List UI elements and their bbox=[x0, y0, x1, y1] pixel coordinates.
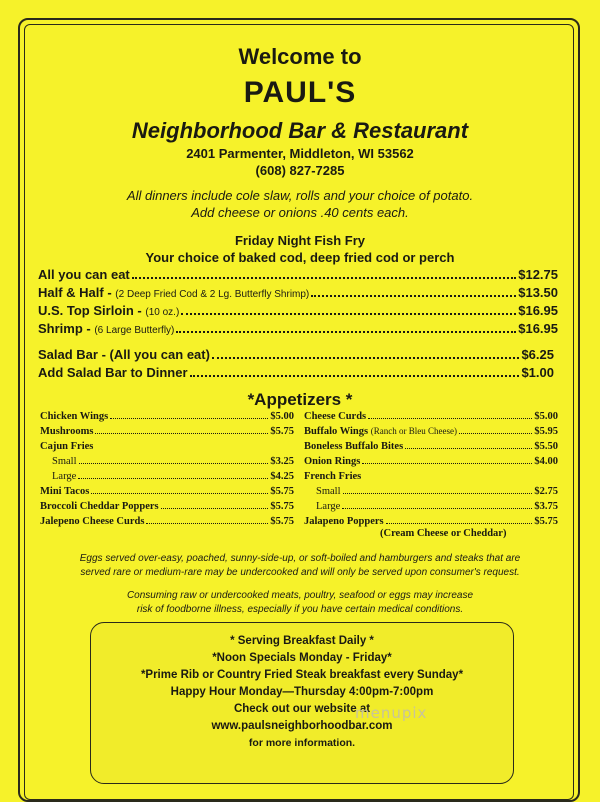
item-name: Cheese Curds bbox=[304, 411, 367, 422]
disclaimer-raw-line-2: risk of foodborne illness, especially if you have certain medical conditions. bbox=[136, 604, 464, 615]
leader-dots bbox=[91, 493, 268, 494]
welcome-heading: Welcome to bbox=[238, 44, 362, 69]
item-label bbox=[40, 486, 89, 497]
leader-dots bbox=[79, 463, 269, 464]
item-price: $3.25 bbox=[270, 456, 294, 467]
dinner-row bbox=[38, 321, 558, 336]
item-name: Half & Half - bbox=[38, 285, 116, 300]
item-name: Add Salad Bar to Dinner bbox=[38, 365, 188, 380]
item-name: French Fries bbox=[304, 471, 362, 482]
specials-happy-hour: Happy Hour Monday—Thursday 4:00pm-7:00pm bbox=[170, 686, 434, 698]
item-price: $5.75 bbox=[270, 501, 294, 512]
restaurant-tagline: Neighborhood Bar & Restaurant bbox=[131, 118, 469, 143]
item-label bbox=[40, 501, 159, 512]
item-label bbox=[304, 516, 384, 527]
specials-box bbox=[90, 622, 514, 784]
item-name: Mushrooms bbox=[40, 426, 94, 437]
item-label bbox=[38, 285, 309, 300]
leader-dots bbox=[342, 508, 532, 509]
item-label bbox=[40, 516, 144, 527]
specials-noon: *Noon Specials Monday - Friday* bbox=[212, 652, 392, 664]
leader-dots bbox=[459, 433, 532, 434]
leader-dots bbox=[132, 277, 516, 279]
appetizer-row bbox=[40, 486, 294, 497]
item-label bbox=[38, 303, 179, 318]
item-name: Boneless Buffalo Bites bbox=[304, 441, 404, 452]
item-price: $5.75 bbox=[270, 486, 294, 497]
item-price: $4.25 bbox=[270, 471, 294, 482]
dinner-row bbox=[38, 267, 558, 282]
appetizer-row bbox=[304, 426, 558, 437]
item-name: Chicken Wings bbox=[40, 411, 109, 422]
leader-dots bbox=[161, 508, 269, 509]
item-name: Cajun Fries bbox=[40, 441, 94, 452]
item-label bbox=[304, 471, 361, 482]
item-label bbox=[304, 456, 360, 467]
item-label bbox=[304, 486, 341, 497]
intro-line-2: Add cheese or onions .40 cents each. bbox=[191, 205, 409, 220]
salad-row bbox=[38, 365, 554, 380]
leader-dots bbox=[405, 448, 532, 449]
item-name: Large bbox=[316, 501, 341, 512]
item-price: $5.75 bbox=[270, 426, 294, 437]
item-label bbox=[38, 365, 188, 380]
item-name: Small bbox=[52, 456, 77, 467]
item-name: Salad Bar - (All you can eat) bbox=[38, 347, 210, 362]
dinner-row bbox=[38, 285, 558, 300]
specials-more-info: for more information. bbox=[248, 737, 356, 749]
specials-breakfast: * Serving Breakfast Daily * bbox=[230, 635, 374, 647]
specials-sunday: *Prime Rib or Country Fried Steak breakfast every Sunday* bbox=[140, 669, 464, 681]
item-name: All you can eat bbox=[38, 267, 130, 282]
item-note: (6 Large Butterfly) bbox=[94, 325, 175, 336]
item-note: (2 Deep Fried Cod & 2 Lg. Butterfly Shrimp) bbox=[115, 289, 310, 300]
item-price: $3.75 bbox=[534, 501, 558, 512]
fish-fry-subtitle: Your choice of baked cod, deep fried cod or perch bbox=[145, 250, 455, 265]
leader-dots bbox=[368, 418, 532, 419]
item-label bbox=[38, 321, 174, 336]
appetizer-row bbox=[40, 501, 294, 512]
appetizer-row bbox=[40, 426, 294, 437]
leader-dots bbox=[78, 478, 268, 479]
item-price: $1.00 bbox=[521, 365, 554, 380]
appetizers-title: *Appetizers * bbox=[247, 390, 353, 409]
item-label bbox=[304, 501, 340, 512]
appetizer-row bbox=[304, 486, 558, 497]
leader-dots bbox=[362, 463, 532, 464]
item-price: $5.00 bbox=[270, 411, 294, 422]
appetizer-row bbox=[304, 456, 558, 467]
item-label bbox=[40, 456, 77, 467]
dinner-row bbox=[38, 303, 558, 318]
disclaimer-eggs-line-1: Eggs served over-easy, poached, sunny-side-up, or soft-boiled and hamburgers and steaks that are bbox=[79, 553, 521, 564]
item-name: Broccoli Cheddar Poppers bbox=[40, 501, 159, 512]
item-label bbox=[38, 347, 210, 362]
item-name: Buffalo Wings bbox=[304, 426, 371, 437]
item-label bbox=[40, 411, 108, 422]
leader-dots bbox=[110, 418, 268, 419]
item-price: $4.00 bbox=[534, 456, 558, 467]
disclaimer-eggs-line-2: served rare or medium-rare may be undercooked and will only be served upon consumer's request. bbox=[80, 567, 520, 578]
restaurant-name: PAUL'S bbox=[243, 76, 357, 109]
appetizer-row bbox=[304, 471, 558, 482]
leader-dots bbox=[343, 493, 533, 494]
appetizer-row bbox=[304, 411, 558, 422]
item-price: $12.75 bbox=[518, 267, 558, 282]
phone: (608) 827-7285 bbox=[255, 163, 345, 178]
item-name: Mini Tacos bbox=[40, 486, 90, 497]
leader-dots bbox=[146, 523, 268, 524]
fish-fry-title: Friday Night Fish Fry bbox=[234, 233, 365, 248]
specials-website-intro: Check out our website at bbox=[233, 703, 371, 715]
item-price: $6.25 bbox=[521, 347, 554, 362]
appetizer-row bbox=[40, 471, 294, 482]
leader-dots bbox=[181, 313, 516, 315]
leader-dots bbox=[190, 375, 520, 377]
appetizer-row bbox=[40, 441, 294, 452]
leader-dots bbox=[176, 331, 516, 333]
item-name: Shrimp - bbox=[38, 321, 95, 336]
leader-dots bbox=[311, 295, 516, 297]
item-note: (10 oz.) bbox=[145, 307, 180, 318]
watermark: menupix bbox=[355, 704, 428, 722]
address: 2401 Parmenter, Middleton, WI 53562 bbox=[186, 146, 414, 161]
item-name: Jalapeno Poppers bbox=[304, 516, 384, 527]
specials-website-url[interactable]: www.paulsneighborhoodbar.com bbox=[211, 720, 393, 732]
item-name: Jalepeno Cheese Curds bbox=[40, 516, 145, 527]
item-name: Small bbox=[316, 486, 341, 497]
appetizer-row bbox=[304, 501, 558, 512]
item-label bbox=[304, 441, 403, 452]
item-price: $5.75 bbox=[270, 516, 294, 527]
salad-row bbox=[38, 347, 554, 362]
item-label bbox=[38, 267, 130, 282]
item-label bbox=[304, 411, 366, 422]
disclaimer-raw-line-1: Consuming raw or undercooked meats, poultry, seafood or eggs may increase bbox=[126, 590, 474, 601]
poppers-note: (Cream Cheese or Cheddar) bbox=[380, 528, 507, 539]
item-price: $5.95 bbox=[534, 426, 558, 437]
item-label bbox=[40, 426, 93, 437]
item-price: $2.75 bbox=[534, 486, 558, 497]
appetizer-row bbox=[304, 441, 558, 452]
appetizer-row bbox=[40, 516, 294, 527]
item-label bbox=[304, 426, 457, 437]
leader-dots bbox=[212, 357, 520, 359]
item-price: $5.75 bbox=[534, 516, 558, 527]
appetizer-row bbox=[304, 516, 558, 527]
leader-dots bbox=[95, 433, 268, 434]
item-label bbox=[40, 441, 93, 452]
item-price: $5.00 bbox=[534, 411, 558, 422]
appetizer-row bbox=[40, 411, 294, 422]
item-name: Large bbox=[52, 471, 77, 482]
item-note: (Ranch or Bleu Cheese) bbox=[370, 426, 457, 436]
item-label bbox=[40, 471, 76, 482]
item-price: $16.95 bbox=[518, 321, 558, 336]
item-name: Onion Rings bbox=[304, 456, 361, 467]
leader-dots bbox=[386, 523, 533, 524]
item-name: U.S. Top Sirloin - bbox=[38, 303, 146, 318]
appetizer-row bbox=[40, 456, 294, 467]
item-price: $13.50 bbox=[518, 285, 558, 300]
intro-line-1: All dinners include cole slaw, rolls and your choice of potato. bbox=[126, 188, 474, 203]
item-price: $5.50 bbox=[534, 441, 558, 452]
item-price: $16.95 bbox=[518, 303, 558, 318]
